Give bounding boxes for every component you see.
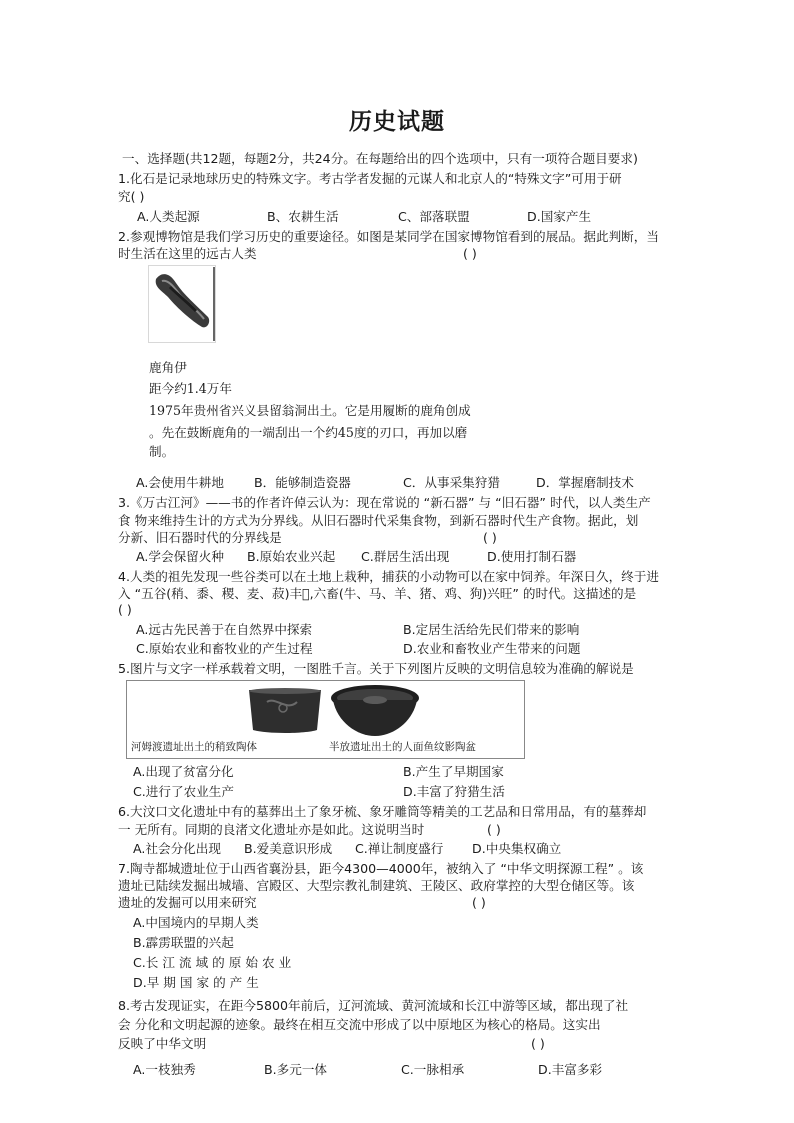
q1-option-b: B、农耕生活 bbox=[267, 209, 339, 224]
q1-option-d: D.国家产生 bbox=[527, 209, 592, 224]
q7-stem-line2: 遗址已陆续发掘出城墙、宫殿区、大型宗教礼制建筑、王陵区、政府掌控的大型仓储区等。该 bbox=[118, 878, 635, 893]
q2-caption-line3: 1975年贵州省兴义县留翁洞出土。它是用履断的鹿角创成 bbox=[149, 403, 471, 418]
q4-option-c: C.原始农业和畜牧业的产生过程 bbox=[136, 641, 313, 656]
q7-option-b: B.霹雳联盟的兴起 bbox=[133, 935, 234, 950]
q8-stem-line3: 反映了中华文明 bbox=[118, 1036, 207, 1051]
q3-option-d: D.使用打制石器 bbox=[487, 549, 577, 564]
painted-pottery-basin-banpo-image bbox=[329, 682, 421, 738]
q5-stem: 5.图片与文字一样承载着文明，一图胜千言。关于下列图片反映的文明信息较为准确的解说是 bbox=[118, 661, 634, 676]
antler-artifact-photo bbox=[148, 265, 216, 343]
q6-option-b: B.爱美意识形成 bbox=[244, 841, 333, 856]
q6-option-c: C.禅让制度盛行 bbox=[355, 841, 444, 856]
q4-option-a: A.远古先民善于在自然界中探索 bbox=[136, 622, 313, 637]
q2-answer-bracket: ( ) bbox=[463, 246, 477, 261]
q2-option-c: C．从事采集狩猎 bbox=[403, 475, 500, 490]
q7-option-d: D.早 期 国 家 的 产 生 bbox=[133, 975, 259, 990]
q8-option-a: A.一枝独秀 bbox=[133, 1062, 196, 1077]
q4-stem-line2: 入 “五谷(稍、黍、稷、麦、菽)丰𥣃,六畜(牛、马、羊、猪、鸡、狗)兴旺” 的时代。这描述的是 bbox=[118, 586, 637, 601]
section-heading: 一、选择题(共12题，每题2分，共24分。在每题给出的四个选项中，只有一项符合题目要求) bbox=[122, 151, 638, 166]
q2-option-b: B．能够制造瓷器 bbox=[254, 475, 351, 490]
q7-stem-line3: 遗址的发掘可以用来研究 bbox=[118, 895, 257, 910]
q1-option-c: C、部落联盟 bbox=[398, 209, 470, 224]
q5-option-b: B.产生了早期国家 bbox=[403, 764, 504, 779]
q1-stem-line1: 1.化石是记录地球历史的特殊文字。考古学者发掘的元谋人和北京人的“特殊文字”可用于研 bbox=[118, 171, 622, 186]
q7-answer-bracket: ( ) bbox=[472, 895, 486, 910]
q4-stem-line1: 4.人类的祖先发现一些谷类可以在土地上栽种，捕获的小动物可以在家中饲养。年深日久，终于进 bbox=[118, 569, 659, 584]
q8-option-d: D.丰富多彩 bbox=[538, 1062, 603, 1077]
q2-caption-line2: 距今约1.4万年 bbox=[149, 381, 232, 396]
q4-option-d: D.农业和畜牧业产生带来的问题 bbox=[403, 641, 581, 656]
q5-option-a: A.出现了贫富分化 bbox=[133, 764, 234, 779]
q8-answer-bracket: ( ) bbox=[531, 1036, 545, 1051]
q2-caption-line1: 鹿角伊 bbox=[149, 360, 187, 375]
q8-stem-line2: 会 分化和文明起源的迹象。最终在相互交流中形成了以中原地区为核心的格局。这实出 bbox=[118, 1017, 601, 1032]
q6-answer-bracket: ( ) bbox=[487, 822, 501, 837]
q6-stem-line1: 6.大汶口文化遗址中有的墓葬出土了象牙梳、象牙雕筒等精美的工艺品和日常用品，有的墓葬却 bbox=[118, 804, 647, 819]
q5-image-caption-1: 河姆渡遗址出土的稍致陶体 bbox=[131, 741, 257, 753]
q2-stem-line2: 时生活在这里的远古人类 bbox=[118, 246, 257, 261]
q3-answer-bracket: ( ) bbox=[483, 530, 497, 545]
q8-option-b: B.多元一体 bbox=[264, 1062, 328, 1077]
page-title: 历史试题 bbox=[349, 108, 445, 135]
q2-option-a: A.会使用牛耕地 bbox=[136, 475, 224, 490]
q2-option-d: D．掌握磨制技术 bbox=[536, 475, 634, 490]
q7-stem-line1: 7.陶寺都城遗址位于山西省襄汾县，距今4300—4000年，被纳入了 “中华文明探源工程” 。该 bbox=[118, 861, 644, 876]
q6-stem-line2: 一 无所有。同期的良渚文化遗址亦是如此。这说明当时 bbox=[118, 822, 425, 837]
q6-option-d: D.中央集权确立 bbox=[472, 841, 562, 856]
q3-option-a: A.学会保留火种 bbox=[136, 549, 224, 564]
q8-option-c: C.一脉相承 bbox=[401, 1062, 465, 1077]
q3-stem-line1: 3.《万古江河》——书的作者许倬云认为：现在常说的 “新石器” 与 “旧石器” 时代，以人类生产 bbox=[118, 495, 651, 510]
q2-caption-line4: 。先在鼓断鹿角的一端刮出一个约45度的刃口，再加以磨 bbox=[149, 425, 468, 440]
q2-stem-line1: 2.参观博物馆是我们学习历史的重要途径。如图是某同学在国家博物馆看到的展品。据此判断，当 bbox=[118, 229, 659, 244]
q3-option-c: C.群居生活出现 bbox=[361, 549, 450, 564]
q4-option-b: B.定居生活给先民们带来的影响 bbox=[403, 622, 580, 637]
q8-stem-line1: 8.考古发现证实，在距今5800年前后，辽河流域、黄河流域和长江中游等区域，都出现了社 bbox=[118, 998, 629, 1013]
q5-image-caption-2: 半放遗址出土的人面鱼纹影陶盆 bbox=[329, 741, 476, 753]
q5-option-d: D.丰富了狩猎生活 bbox=[403, 784, 505, 799]
q5-option-c: C.进行了农业生产 bbox=[133, 784, 234, 799]
q5-image-panel bbox=[126, 680, 525, 759]
q3-stem-line2: 食 物来维持生计的方式为分界线。从旧石器时代采集食物，到新石器时代生产食物。据此，划 bbox=[118, 513, 639, 528]
q7-option-a: A.中国境内的早期人类 bbox=[133, 915, 259, 930]
q4-answer-bracket: ( ) bbox=[118, 602, 132, 617]
q3-stem-line3: 分新、旧石器时代的分界线是 bbox=[118, 530, 282, 545]
q7-option-c: C.长 江 流 域 的 原 始 农 业 bbox=[133, 955, 292, 970]
pottery-bowl-hemudu-image bbox=[245, 684, 325, 736]
q2-caption-line5: 制。 bbox=[149, 444, 175, 459]
q1-option-a: A.人类起源 bbox=[137, 209, 200, 224]
q1-stem-line2: 究( ) bbox=[118, 189, 145, 204]
q6-option-a: A.社会分化出现 bbox=[133, 841, 221, 856]
q3-option-b: B.原始农业兴起 bbox=[247, 549, 336, 564]
